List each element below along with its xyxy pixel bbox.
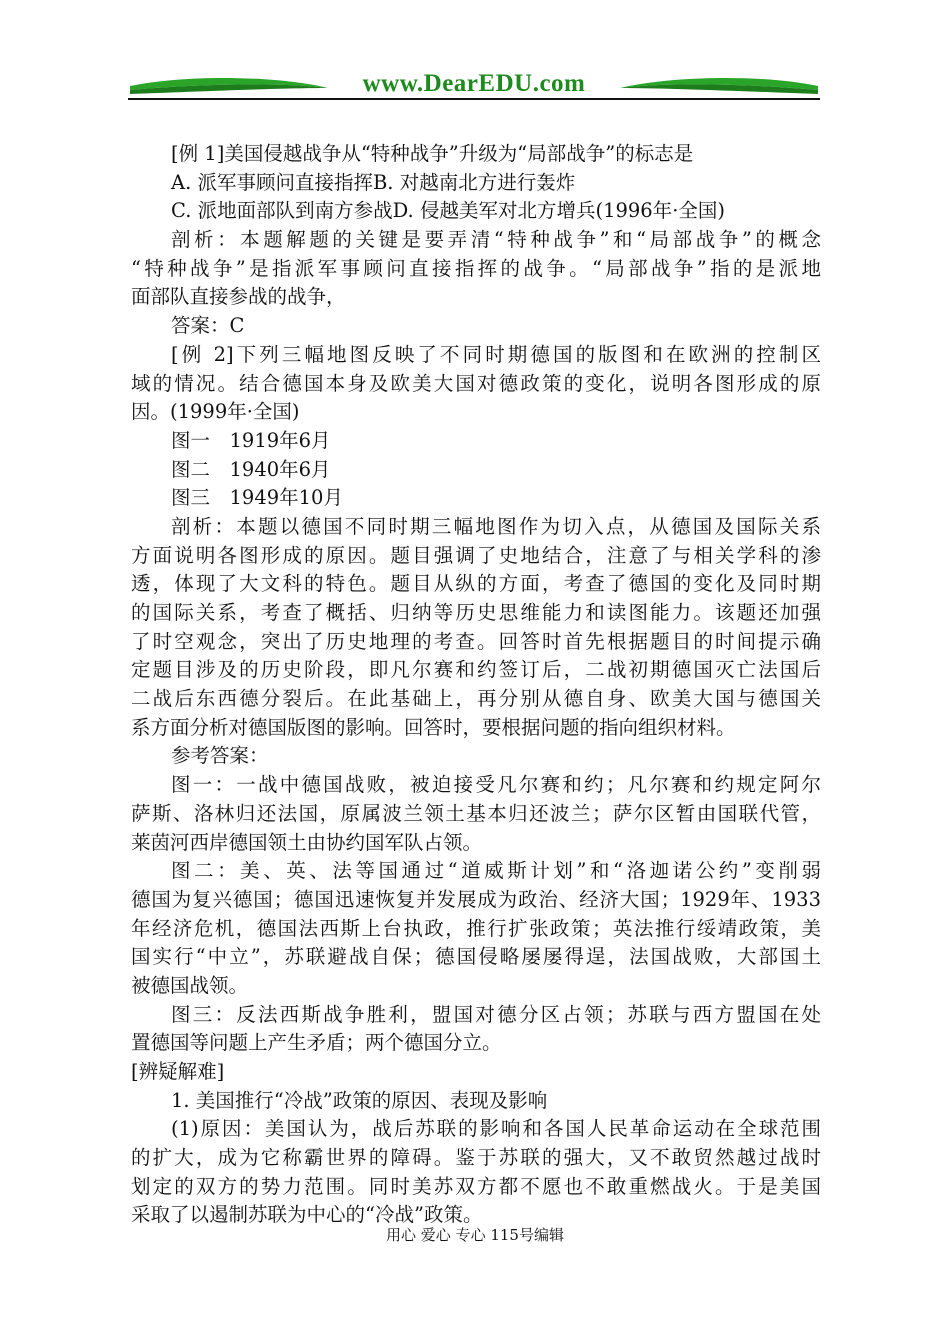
text-line: 定题目涉及的历史阶段，即凡尔赛和约签订后，二战初期德国灭亡法国后 xyxy=(131,658,821,682)
text-line: 透，体现了大文科的特色。题目从纵的方面，考查了德国的变化及同时期 xyxy=(131,572,821,596)
text-line: (1)原因：美国认为，战后苏联的影响和各国人民革命运动在全球范围 xyxy=(171,1117,821,1141)
text-line: 图一：一战中德国战败，被迫接受凡尔赛和约；凡尔赛和约规定阿尔 xyxy=(171,773,821,797)
text-line: 方面说明各图形成的原因。题目强调了史地结合，注意了与相关学科的渗 xyxy=(131,543,821,567)
page-footer: 用心 爱心 专心 115号编辑 xyxy=(386,1226,564,1244)
text-line: [例 1]美国侵越战争从“特种战争”升级为“局部战争”的标志是 xyxy=(171,142,694,165)
text-line: 图三 1949年10月 xyxy=(171,486,343,510)
text-line: 域的情况。结合德国本身及欧美大国对德政策的变化，说明各图形成的原 xyxy=(131,371,821,395)
text-line: C. 派地面部队到南方参战D. 侵越美军对北方增兵(1996年·全国) xyxy=(171,199,725,223)
text-line: 国实行“中立”，苏联避战自保；德国侵略屡屡得逞，法国战败，大部国土 xyxy=(131,945,821,969)
text-line: 图三：反法西斯战争胜利，盟国对德分区占领；苏联与西方盟国在处 xyxy=(171,1002,821,1026)
text-line: A. 派军事顾问直接指挥B. 对越南北方进行轰炸 xyxy=(171,170,576,194)
text-line: 剖析：本题以德国不同时期三幅地图作为切入点，从德国及国际关系 xyxy=(171,514,821,538)
document-body xyxy=(131,140,821,1230)
text-line: 因。(1999年·全国) xyxy=(131,400,300,424)
text-line: 参考答案： xyxy=(171,744,269,768)
text-line: 图二 1940年6月 xyxy=(171,457,331,481)
text-line: 置德国等问题上产生矛盾；两个德国分立。 xyxy=(131,1031,502,1055)
text-line: 剖析：本题解题的关键是要弄清“特种战争”和“局部战争”的概念 xyxy=(171,228,821,252)
text-line: 二战后东西德分裂后。在此基础上，再分别从德自身、欧美大国与德国关 xyxy=(131,687,821,711)
text-line: “特种战争”是指派军事顾问直接指挥的战争。“局部战争”指的是派地 xyxy=(131,256,821,280)
header-divider xyxy=(128,98,820,100)
text-line: 图一 1919年6月 xyxy=(171,428,331,452)
text-line: [辨疑解难] xyxy=(131,1060,225,1083)
text-line: 答案：C xyxy=(171,314,245,338)
text-line: 萨斯、洛林归还法国，原属波兰领土基本归还波兰；萨尔区暂由国联代管， xyxy=(131,801,821,825)
text-line: 年经济危机，德国法西斯上台执政，推行扩张政策；英法推行绥靖政策，美 xyxy=(131,916,821,940)
text-line: 德国为复兴德国；德国迅速恢复并发展成为政治、经济大国；1929年、1933 xyxy=(131,887,821,911)
text-line: 系方面分析对德国版图的影响。回答时，要根据问题的指向组织材料。 xyxy=(131,715,736,739)
text-line: 采取了以遏制苏联为中心的“冷战”政策。 xyxy=(131,1203,483,1227)
text-line: 被德国战领。 xyxy=(131,973,249,997)
text-line: 面部队直接参战的战争， xyxy=(131,285,346,309)
text-line: 图二：美、英、法等国通过“道威斯计划”和“洛迦诺公约”变削弱 xyxy=(171,859,821,883)
site-logo-text: www.DearEDU.com xyxy=(362,70,586,97)
text-line: 莱茵河西岸德国领土由协约国军队占领。 xyxy=(131,830,483,854)
text-line: 1. 美国推行“冷战”政策的原因、表现及影响 xyxy=(171,1088,548,1112)
text-line: 了时空观念，突出了历史地理的考查。回答时首先根据题目的时间提示确 xyxy=(131,629,821,653)
text-line: [例 2]下列三幅地图反映了不同时期德国的版图和在欧洲的控制区 xyxy=(171,342,821,366)
text-line: 的扩大，成为它称霸世界的障碍。鉴于苏联的强大，又不敢贸然越过战时 xyxy=(131,1146,821,1170)
text-line: 的国际关系，考查了概括、归纳等历史思维能力和读图能力。该题还加强 xyxy=(131,601,821,624)
text-line: 划定的双方的势力范围。同时美苏双方都不愿也不敢重燃战火。于是美国 xyxy=(131,1174,821,1198)
